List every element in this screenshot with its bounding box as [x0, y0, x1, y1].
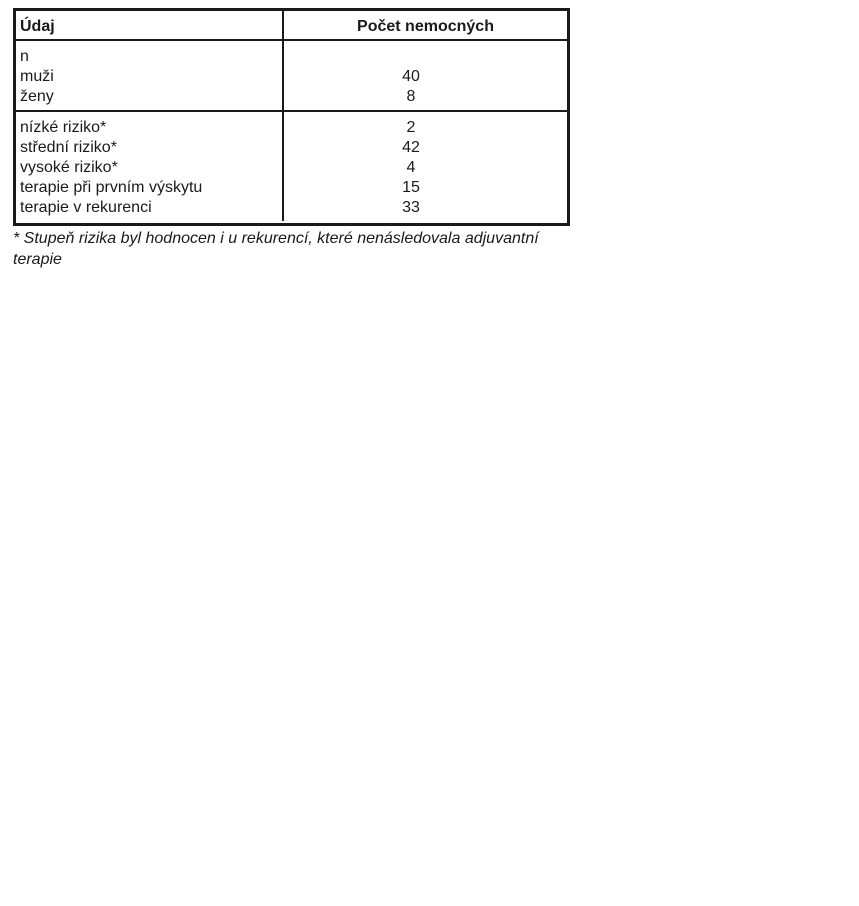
row-value: 8: [406, 88, 416, 105]
header-pocet-nemocnych: Počet nemocných: [357, 18, 494, 35]
row-label: terapie v rekurenci: [20, 199, 152, 216]
data-table: [13, 8, 570, 226]
table-footnote: * Stupeň rizika byl hodnocen i u rekurencí, které nenásledovala adjuvantní terapie: [13, 230, 539, 268]
header-rule: [16, 39, 567, 41]
row-value: 4: [406, 159, 416, 176]
row-label: n: [20, 48, 29, 65]
row-value: 33: [402, 199, 420, 216]
row-label: vysoké riziko*: [20, 159, 118, 176]
row-value: 42: [402, 139, 420, 156]
row-label: střední riziko*: [20, 139, 117, 156]
row-value: 40: [402, 68, 420, 85]
row-value: 2: [406, 119, 416, 136]
row-label: terapie při prvním výskytu: [20, 179, 203, 196]
group-rule: [16, 110, 567, 112]
row-value: 15: [402, 179, 420, 196]
row-label: muži: [20, 68, 54, 85]
row-label: ženy: [20, 88, 54, 105]
header-udaj: Údaj: [20, 18, 55, 35]
row-label: nízké riziko*: [20, 119, 107, 136]
